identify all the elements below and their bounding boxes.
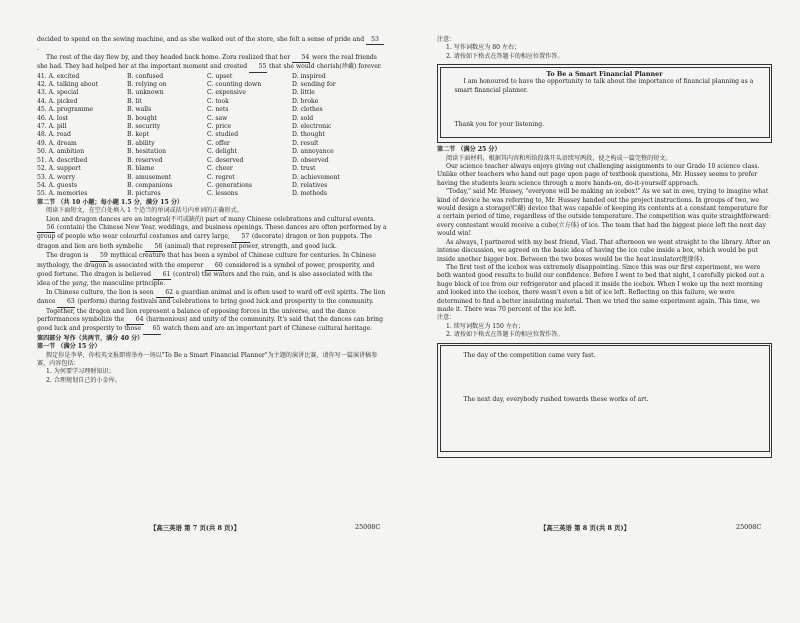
grammar-paragraph-2: The dragon is 59 mythical creature that has been a symbol of Chinese culture for centuries. In Chinese mythology, the dragon is associated with the emperor 60 considered is a symbol of power, prosperity, and good fortune. The dragon is believed 61 (control) the waters and the rain, and is also associated with the idea of the yang, the masculine principle. xyxy=(37,252,376,288)
page-8-code: 25008C xyxy=(736,523,762,531)
option: B. unknown xyxy=(127,89,164,97)
option: C. generations xyxy=(207,181,253,189)
note-title: 注意： xyxy=(437,314,456,322)
option: C. price xyxy=(207,123,232,131)
option: B. confused xyxy=(127,72,164,80)
option: B. bought xyxy=(127,114,158,122)
option: D. sending for xyxy=(292,81,336,89)
option: B. lit xyxy=(127,97,142,105)
option: D. thought xyxy=(292,131,325,139)
continuation-line-2: The next day, everybody rushed towards these works of art. xyxy=(463,396,649,404)
option: 49. A. dream xyxy=(37,139,77,147)
speech-opening: I am honoured to have the opportunity to talk about the importance of financial planning as a smart financial planner. xyxy=(454,78,754,94)
option: D. broke xyxy=(292,97,319,105)
grammar-paragraph-1: Lion and dragon dances are an integral(不可或缺的) part of many Chinese celebrations and cultural events. 56 (contain) the Chinese New Year, weddings, and business openings. These dances are often performed by a group of people who wear colourful costumes and carry large, 57 (decorate) dragon or lion puppets. The dragon and lion are both symbolic 58 (animal) that represent power, strength, and good luck. xyxy=(37,216,387,253)
option: 47. A. pill xyxy=(37,123,67,131)
blank-62: 62 xyxy=(156,289,174,298)
option: 54. A. guests xyxy=(37,181,78,189)
speech-title: To Be a Smart Financial Planner xyxy=(546,69,663,78)
grammar-paragraph-3: In Chinese culture, the lion is seen 62 a guardian animal and is often used to ward off evil spirits. The lion dance 63 (perform) during festivals and celebrations to bring good luck and prosperity to the community. xyxy=(37,289,387,308)
option: C. offer xyxy=(207,139,230,147)
speech-closing: Thank you for your listening. xyxy=(454,120,545,128)
blank-53: 53 xyxy=(366,36,384,45)
option: D. achievement xyxy=(292,173,340,181)
option: D. annoyance xyxy=(292,148,334,156)
option: B. walls xyxy=(127,106,152,114)
option: D. little xyxy=(292,89,315,97)
option: B. companions xyxy=(127,181,173,189)
blank-63: 63 xyxy=(57,298,75,307)
option: B. amusement xyxy=(127,173,172,181)
option: C. deserved xyxy=(207,156,244,164)
option: B. kept xyxy=(127,131,150,139)
option: C. upset xyxy=(207,72,233,80)
writing-1-point: 2. 合理规划自己的小金库。 xyxy=(46,376,121,384)
page-8-footer: 【高三英语 第 8 页(共 8 页)】 xyxy=(540,524,630,532)
option: 41. A. excited xyxy=(37,72,80,80)
blank-60: 60 xyxy=(205,262,223,271)
option: D. relatives xyxy=(292,181,328,189)
cloze-options xyxy=(37,73,387,199)
option: B. relying on xyxy=(127,81,167,89)
blank-64: 64 xyxy=(126,316,144,325)
part-4-title: 第四部分 写作（共两节，满分 40 分） xyxy=(37,334,144,342)
option: C. regret xyxy=(207,173,235,181)
story-paragraph: The first test of the icebox was extremely disappointing. Since this was our first experiment, we were both wanted good results to build our confidence. Before I went to bed that night, I carefully picked out a huge block of ice from our refrigerator and placed it inside the icebox. When I woke up the next morning and looked into the icebox, there wasn't even a bit of ice left. Reflecting on this failure, we were determined to find a better insulating material. Then we tried the same experiment again. This time, we made it. There was 70 percent of the ice left. xyxy=(437,263,765,313)
story-paragraph: As always, I partnered with my best friend, Vlad. That afternoon we went straight to the library. After an intense discussion, we agreed on the basic idea of having the ice cube inside a box, which would be put inside another bigger box. Between the two boxes would be the heat insulator(绝缘体). xyxy=(437,238,771,263)
option: 53. A. worry xyxy=(37,173,76,181)
grammar-paragraph-4: Together, the dragon and lion represent a balance of opposing forces in the universe, and the dance performances symbolize the 64 (harmonious) and unity of the community. It's said that the dances can bring good luck and prosperity to those 65 watch them and are an important part of Chinese cultural heritage. xyxy=(37,308,387,335)
option: D. methods xyxy=(292,190,327,198)
note-title: 注意： xyxy=(437,36,456,43)
blank-65: 65 xyxy=(143,325,161,334)
option: 50. A. ambition xyxy=(37,148,85,156)
blank-55: 55 xyxy=(249,63,267,72)
option: D. sold xyxy=(292,114,314,122)
option: 42. A. talking about xyxy=(37,81,98,89)
blank-61: 61 xyxy=(153,271,171,280)
continuation-answer-box xyxy=(437,343,772,458)
note-item: 2. 请按如下格式在答题卡的相应位置作答。 xyxy=(446,331,564,339)
option: 46. A. lost xyxy=(37,114,69,122)
writing-1-point: 1. 为何要学习理财知识； xyxy=(46,368,115,376)
section-2-title: 第二节 （共 10 小题；每小题 1.5 分，满分 15 分） xyxy=(37,198,184,206)
option: C. nets xyxy=(207,106,229,114)
writing-2-title: 第二节 （满分 25 分） xyxy=(437,146,501,154)
option: C. saw xyxy=(207,114,228,122)
option: C. took xyxy=(207,97,229,105)
note-item: 1. 续写词数应为 150 左右； xyxy=(446,322,525,330)
writing-2-instruction: 阅读下面材料，根据其内容和所给段落开头语续写两段，使之构成一篇完整的短文。 xyxy=(446,154,672,162)
story-paragraph: Our science teacher always enjoys giving out challenging assignments to our Grade 10 science class. Unlike other teachers who hand out page upon page of textbook questions, Mr. Hussey seems to prefer having the students learn science through a more hands-on, do-it-yourself approach. xyxy=(437,163,760,187)
page-7 xyxy=(37,36,387,385)
option: D. observed xyxy=(292,156,329,164)
option: C. cheer xyxy=(207,165,233,173)
blank-57: 57 xyxy=(232,233,250,242)
option: B. security xyxy=(127,123,161,131)
cloze-tail: decided to spend on the sewing machine, and as she walked out of the store, she felt a sense of pride and 53 . xyxy=(37,36,387,54)
option: D. inspired xyxy=(292,72,326,80)
blank-58: 58 xyxy=(145,243,163,252)
option: 43. A. special xyxy=(37,89,79,97)
option: 44. A. picked xyxy=(37,97,78,105)
option: C. counting down xyxy=(207,81,262,89)
option: D. result xyxy=(292,139,319,147)
option: 51. A. described xyxy=(37,156,88,164)
blank-59: 59 xyxy=(90,252,108,261)
option: B. ability xyxy=(127,139,155,147)
option: B. reserved xyxy=(127,156,163,164)
writing-1-title: 第一节 （满分 15 分） xyxy=(37,343,101,351)
note-item: 2. 请按如下格式在答题卡的相应位置作答。 xyxy=(446,52,564,60)
option: B. pictures xyxy=(127,190,161,198)
option: D. trust xyxy=(292,165,316,173)
blank-54: 54 xyxy=(292,54,310,63)
page-7-footer: 【高三英语 第 7 页(共 8 页)】 xyxy=(150,524,240,532)
option: C. expensive xyxy=(207,89,246,97)
option: B. blame xyxy=(127,165,155,173)
option: C. studied xyxy=(207,131,239,139)
section-2-instruction: 阅读下面短文，在空白处填入 1 个适当的单词或括号内单词的正确形式。 xyxy=(46,207,243,215)
page-8 xyxy=(437,36,772,458)
option: 55. A. memories xyxy=(37,190,88,198)
note-item: 1. 写作词数应为 80 左右； xyxy=(446,44,521,52)
option: B. hesitation xyxy=(127,148,167,156)
story-paragraph: "Today," said Mr. Hussey, "everyone will be making an icebox!" As we sat in awe, trying to imagine what kind of device he was referring to, Mr. Hussey handed out the project instructions. In groups of two, we would design a storage(贮藏) device that was capable of keeping its contents at a constant temperature for a certain period of time, regardless of the outside temperature. The competition was quite straightforward: every contestant would receive a cube(立方体) of ice. The team that had the biggest piece left the next day would win! xyxy=(437,188,771,238)
blank-56: 56 xyxy=(37,224,55,233)
option: 52. A. support xyxy=(37,165,81,173)
option: 48. A. read xyxy=(37,131,71,139)
option: C. delight xyxy=(207,148,237,156)
option: D. electronic xyxy=(292,123,332,131)
speech-answer-box xyxy=(437,64,772,143)
continuation-line-1: The day of the competition came very fast. xyxy=(463,352,596,360)
writing-1-instruction: 假定你是李华，你校英文报即将举办一场以"To Be a Smart Financial Planner"为主题的演讲比赛，请你写一篇演讲稿参赛，内容包括： xyxy=(37,351,378,368)
page-7-code: 25008C xyxy=(355,523,381,531)
option: C. lessons xyxy=(207,190,238,198)
option: 45. A. programme xyxy=(37,106,93,114)
cloze-paragraph: The rest of the day flew by, and they headed back home. Zora realized that her 54 were the real friends she had. They had helped her at the important moment and created 55 that she would cherish(珍藏) forever. xyxy=(37,54,387,73)
option: D. clothes xyxy=(292,106,323,114)
